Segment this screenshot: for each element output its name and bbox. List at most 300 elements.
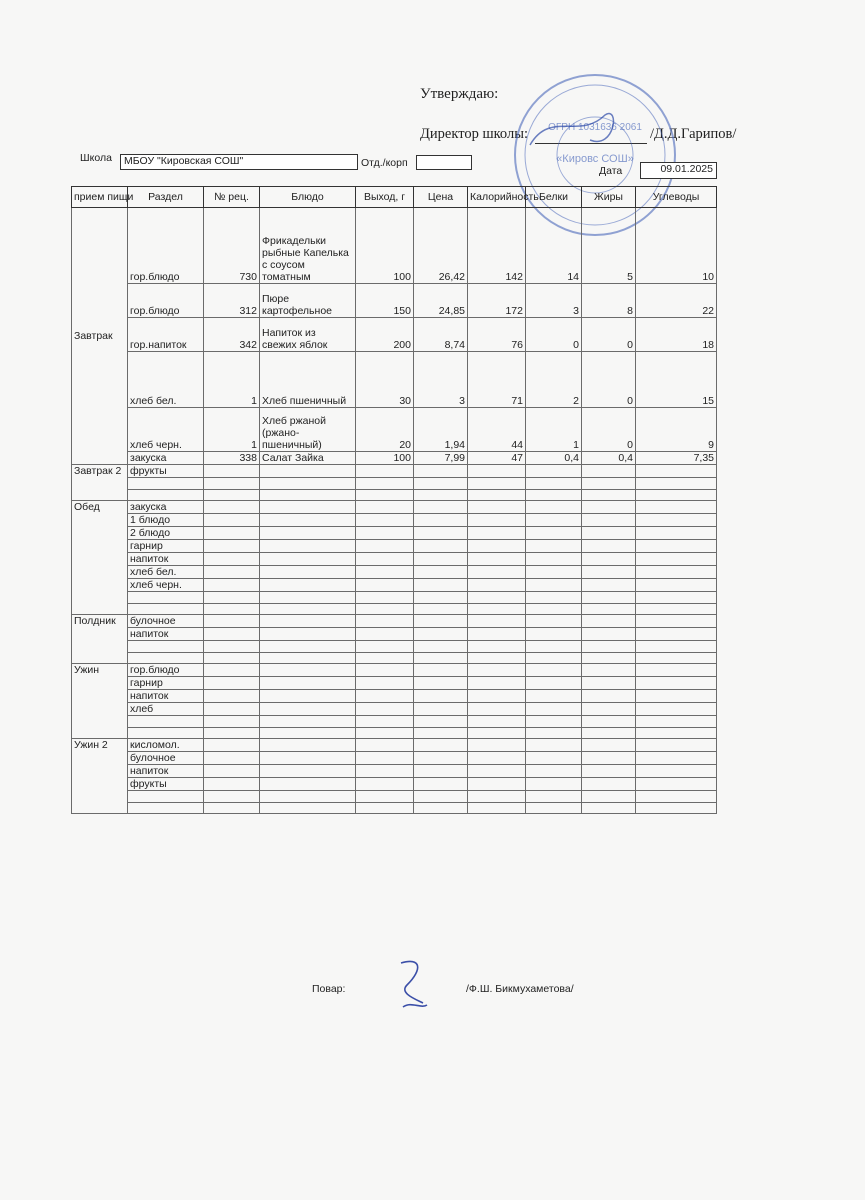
dish-cell: Салат Зайка bbox=[260, 452, 356, 465]
empty-cell bbox=[356, 652, 414, 664]
output-cell: 200 bbox=[356, 318, 414, 352]
empty-cell bbox=[582, 641, 636, 653]
empty-cell bbox=[260, 752, 356, 765]
empty-cell bbox=[526, 652, 582, 664]
empty-cell bbox=[204, 566, 260, 579]
table-row bbox=[72, 579, 717, 592]
empty-cell bbox=[526, 478, 582, 490]
empty-cell bbox=[582, 765, 636, 778]
table-row bbox=[72, 802, 717, 814]
empty-cell bbox=[526, 664, 582, 677]
section-cell bbox=[128, 603, 204, 615]
section-cell: гарнир bbox=[128, 540, 204, 553]
empty-cell bbox=[204, 677, 260, 690]
table-row bbox=[72, 615, 717, 628]
empty-cell bbox=[356, 802, 414, 814]
section-cell: закуска bbox=[128, 501, 204, 514]
empty-cell bbox=[356, 489, 414, 501]
empty-cell bbox=[414, 739, 468, 752]
empty-cell bbox=[414, 566, 468, 579]
empty-cell bbox=[582, 465, 636, 478]
empty-cell bbox=[468, 579, 526, 592]
empty-cell bbox=[526, 752, 582, 765]
empty-cell bbox=[526, 641, 582, 653]
empty-cell bbox=[526, 603, 582, 615]
empty-cell bbox=[468, 489, 526, 501]
section-cell: напиток bbox=[128, 690, 204, 703]
empty-cell bbox=[260, 677, 356, 690]
empty-cell bbox=[468, 465, 526, 478]
empty-cell bbox=[204, 501, 260, 514]
empty-cell bbox=[582, 690, 636, 703]
section-cell: напиток bbox=[128, 765, 204, 778]
section-cell: кисломол. bbox=[128, 739, 204, 752]
empty-cell bbox=[636, 553, 717, 566]
menu-table bbox=[71, 186, 717, 814]
empty-cell bbox=[468, 553, 526, 566]
date-field: 09.01.2025 bbox=[640, 162, 717, 179]
empty-cell bbox=[414, 727, 468, 739]
empty-cell bbox=[636, 615, 717, 628]
empty-cell bbox=[260, 514, 356, 527]
empty-cell bbox=[526, 615, 582, 628]
empty-cell bbox=[636, 703, 717, 716]
empty-cell bbox=[204, 791, 260, 803]
empty-cell bbox=[636, 641, 717, 653]
empty-cell bbox=[582, 791, 636, 803]
meal-cell: Полдник bbox=[72, 615, 128, 664]
empty-cell bbox=[636, 527, 717, 540]
empty-cell bbox=[204, 641, 260, 653]
empty-cell bbox=[356, 501, 414, 514]
empty-cell bbox=[204, 664, 260, 677]
empty-cell bbox=[636, 566, 717, 579]
col-output: Выход, г bbox=[356, 187, 414, 208]
dish-cell: Фрикадельки рыбные Капелька с соусом томатным bbox=[260, 208, 356, 284]
empty-cell bbox=[204, 628, 260, 641]
empty-cell bbox=[468, 703, 526, 716]
empty-cell bbox=[260, 791, 356, 803]
empty-cell bbox=[582, 553, 636, 566]
output-cell: 100 bbox=[356, 208, 414, 284]
empty-cell bbox=[582, 566, 636, 579]
empty-cell bbox=[526, 716, 582, 728]
empty-cell bbox=[468, 478, 526, 490]
empty-cell bbox=[414, 501, 468, 514]
section-cell bbox=[128, 592, 204, 604]
table-row bbox=[72, 716, 717, 728]
empty-cell bbox=[636, 465, 717, 478]
empty-cell bbox=[468, 778, 526, 791]
section-cell: хлеб бел. bbox=[128, 566, 204, 579]
section-cell bbox=[128, 791, 204, 803]
empty-cell bbox=[260, 690, 356, 703]
empty-cell bbox=[204, 727, 260, 739]
price-cell: 26,42 bbox=[414, 208, 468, 284]
empty-cell bbox=[260, 579, 356, 592]
table-row bbox=[72, 540, 717, 553]
empty-cell bbox=[526, 778, 582, 791]
approve-heading: Утверждаю: bbox=[420, 86, 499, 102]
empty-cell bbox=[414, 791, 468, 803]
protein-cell: 1 bbox=[526, 408, 582, 452]
carbs-cell: 22 bbox=[636, 284, 717, 318]
kcal-cell: 44 bbox=[468, 408, 526, 452]
empty-cell bbox=[260, 603, 356, 615]
table-row bbox=[72, 652, 717, 664]
recipe-cell: 1 bbox=[204, 352, 260, 408]
empty-cell bbox=[414, 690, 468, 703]
dish-cell: Напиток из свежих яблок bbox=[260, 318, 356, 352]
seal-center-text: «Кировс СОШ» bbox=[556, 153, 634, 165]
output-cell: 30 bbox=[356, 352, 414, 408]
empty-cell bbox=[582, 739, 636, 752]
empty-cell bbox=[204, 716, 260, 728]
fat-cell: 0,4 bbox=[582, 452, 636, 465]
empty-cell bbox=[582, 579, 636, 592]
meal-cell: Ужин 2 bbox=[72, 739, 128, 814]
table-row bbox=[72, 501, 717, 514]
section-cell bbox=[128, 802, 204, 814]
col-section: Раздел bbox=[128, 187, 204, 208]
table-row bbox=[72, 690, 717, 703]
empty-cell bbox=[468, 566, 526, 579]
output-cell: 20 bbox=[356, 408, 414, 452]
empty-cell bbox=[260, 716, 356, 728]
table-row bbox=[72, 628, 717, 641]
empty-cell bbox=[636, 514, 717, 527]
empty-cell bbox=[636, 739, 717, 752]
recipe-cell: 342 bbox=[204, 318, 260, 352]
table-row bbox=[72, 664, 717, 677]
empty-cell bbox=[356, 592, 414, 604]
empty-cell bbox=[526, 501, 582, 514]
protein-cell: 0,4 bbox=[526, 452, 582, 465]
empty-cell bbox=[414, 514, 468, 527]
recipe-cell: 730 bbox=[204, 208, 260, 284]
empty-cell bbox=[582, 716, 636, 728]
empty-cell bbox=[582, 592, 636, 604]
table-row bbox=[72, 727, 717, 739]
empty-cell bbox=[414, 615, 468, 628]
section-cell bbox=[128, 641, 204, 653]
empty-cell bbox=[582, 501, 636, 514]
empty-cell bbox=[356, 716, 414, 728]
empty-cell bbox=[414, 465, 468, 478]
table-row bbox=[72, 489, 717, 501]
section-cell: гор.блюдо bbox=[128, 664, 204, 677]
cook-signature-icon bbox=[393, 955, 433, 1011]
empty-cell bbox=[582, 628, 636, 641]
price-cell: 1,94 bbox=[414, 408, 468, 452]
empty-cell bbox=[260, 478, 356, 490]
empty-cell bbox=[468, 802, 526, 814]
empty-cell bbox=[356, 615, 414, 628]
empty-cell bbox=[204, 752, 260, 765]
table-row bbox=[72, 208, 717, 284]
director-label: Директор школы: bbox=[420, 126, 528, 142]
output-cell: 150 bbox=[356, 284, 414, 318]
empty-cell bbox=[526, 802, 582, 814]
table-row bbox=[72, 478, 717, 490]
empty-cell bbox=[260, 540, 356, 553]
empty-cell bbox=[468, 752, 526, 765]
empty-cell bbox=[414, 478, 468, 490]
table-row bbox=[72, 603, 717, 615]
empty-cell bbox=[414, 527, 468, 540]
empty-cell bbox=[636, 664, 717, 677]
empty-cell bbox=[204, 690, 260, 703]
empty-cell bbox=[204, 652, 260, 664]
empty-cell bbox=[260, 489, 356, 501]
empty-cell bbox=[260, 652, 356, 664]
empty-cell bbox=[636, 478, 717, 490]
empty-cell bbox=[204, 739, 260, 752]
empty-cell bbox=[356, 579, 414, 592]
empty-cell bbox=[468, 592, 526, 604]
col-protein: Белки bbox=[526, 187, 582, 208]
empty-cell bbox=[260, 553, 356, 566]
empty-cell bbox=[468, 527, 526, 540]
table-row bbox=[72, 566, 717, 579]
recipe-cell: 1 bbox=[204, 408, 260, 452]
section-cell: фрукты bbox=[128, 778, 204, 791]
empty-cell bbox=[414, 641, 468, 653]
empty-cell bbox=[204, 765, 260, 778]
empty-cell bbox=[526, 465, 582, 478]
output-cell: 100 bbox=[356, 452, 414, 465]
empty-cell bbox=[414, 652, 468, 664]
empty-cell bbox=[636, 540, 717, 553]
empty-cell bbox=[468, 628, 526, 641]
empty-cell bbox=[468, 641, 526, 653]
empty-cell bbox=[356, 765, 414, 778]
carbs-cell: 7,35 bbox=[636, 452, 717, 465]
empty-cell bbox=[468, 791, 526, 803]
cook-name: /Ф.Ш. Бикмухаметова/ bbox=[466, 983, 574, 995]
section-cell: 1 блюдо bbox=[128, 514, 204, 527]
empty-cell bbox=[636, 802, 717, 814]
empty-cell bbox=[526, 527, 582, 540]
section-cell: хлеб бел. bbox=[128, 352, 204, 408]
empty-cell bbox=[260, 727, 356, 739]
section-cell: гарнир bbox=[128, 677, 204, 690]
empty-cell bbox=[260, 739, 356, 752]
table-row bbox=[72, 791, 717, 803]
empty-cell bbox=[204, 592, 260, 604]
table-row bbox=[72, 778, 717, 791]
carbs-cell: 18 bbox=[636, 318, 717, 352]
empty-cell bbox=[204, 703, 260, 716]
empty-cell bbox=[204, 802, 260, 814]
empty-cell bbox=[636, 592, 717, 604]
empty-cell bbox=[636, 765, 717, 778]
empty-cell bbox=[204, 514, 260, 527]
empty-cell bbox=[582, 727, 636, 739]
fat-cell: 0 bbox=[582, 352, 636, 408]
kcal-cell: 71 bbox=[468, 352, 526, 408]
section-cell: фрукты bbox=[128, 465, 204, 478]
empty-cell bbox=[526, 690, 582, 703]
empty-cell bbox=[356, 603, 414, 615]
empty-cell bbox=[526, 566, 582, 579]
empty-cell bbox=[204, 489, 260, 501]
empty-cell bbox=[356, 553, 414, 566]
table-row bbox=[72, 527, 717, 540]
empty-cell bbox=[468, 739, 526, 752]
empty-cell bbox=[526, 765, 582, 778]
empty-cell bbox=[468, 727, 526, 739]
empty-cell bbox=[414, 489, 468, 501]
col-meal: прием пищи bbox=[72, 187, 128, 208]
empty-cell bbox=[260, 703, 356, 716]
recipe-cell: 312 bbox=[204, 284, 260, 318]
price-cell: 24,85 bbox=[414, 284, 468, 318]
table-row bbox=[72, 765, 717, 778]
school-label: Школа bbox=[80, 152, 112, 164]
table-row bbox=[72, 739, 717, 752]
empty-cell bbox=[204, 527, 260, 540]
empty-cell bbox=[582, 527, 636, 540]
empty-cell bbox=[636, 652, 717, 664]
school-field: МБОУ "Кировская СОШ" bbox=[120, 154, 358, 170]
table-row bbox=[72, 452, 717, 465]
empty-cell bbox=[468, 603, 526, 615]
empty-cell bbox=[636, 677, 717, 690]
section-cell: напиток bbox=[128, 553, 204, 566]
table-row bbox=[72, 677, 717, 690]
empty-cell bbox=[582, 478, 636, 490]
col-recipe: № рец. bbox=[204, 187, 260, 208]
section-cell: напиток bbox=[128, 628, 204, 641]
section-cell bbox=[128, 478, 204, 490]
empty-cell bbox=[636, 716, 717, 728]
section-cell: закуска bbox=[128, 452, 204, 465]
empty-cell bbox=[468, 514, 526, 527]
empty-cell bbox=[356, 641, 414, 653]
price-cell: 8,74 bbox=[414, 318, 468, 352]
empty-cell bbox=[526, 739, 582, 752]
empty-cell bbox=[582, 677, 636, 690]
empty-cell bbox=[468, 615, 526, 628]
table-row bbox=[72, 408, 717, 452]
table-row bbox=[72, 284, 717, 318]
empty-cell bbox=[582, 652, 636, 664]
empty-cell bbox=[526, 540, 582, 553]
table-row bbox=[72, 592, 717, 604]
carbs-cell: 15 bbox=[636, 352, 717, 408]
empty-cell bbox=[260, 501, 356, 514]
empty-cell bbox=[356, 527, 414, 540]
section-cell: хлеб черн. bbox=[128, 408, 204, 452]
empty-cell bbox=[260, 765, 356, 778]
section-cell: гор.блюдо bbox=[128, 208, 204, 284]
empty-cell bbox=[414, 677, 468, 690]
other-meals-body bbox=[72, 465, 717, 814]
empty-cell bbox=[356, 703, 414, 716]
empty-cell bbox=[356, 540, 414, 553]
empty-cell bbox=[204, 553, 260, 566]
empty-cell bbox=[526, 579, 582, 592]
dept-field bbox=[416, 155, 472, 170]
empty-cell bbox=[636, 791, 717, 803]
kcal-cell: 47 bbox=[468, 452, 526, 465]
col-fat: Жиры bbox=[582, 187, 636, 208]
fat-cell: 5 bbox=[582, 208, 636, 284]
empty-cell bbox=[260, 566, 356, 579]
kcal-cell: 172 bbox=[468, 284, 526, 318]
table-row bbox=[72, 641, 717, 653]
empty-cell bbox=[356, 690, 414, 703]
seal-inn-text: ОГРН 1031636 2061 bbox=[548, 122, 642, 133]
empty-cell bbox=[204, 603, 260, 615]
col-kcal: Калорийность bbox=[468, 187, 526, 208]
carbs-cell: 10 bbox=[636, 208, 717, 284]
dept-label: Отд./корп bbox=[361, 157, 408, 169]
empty-cell bbox=[636, 690, 717, 703]
section-cell: 2 блюдо bbox=[128, 527, 204, 540]
empty-cell bbox=[582, 752, 636, 765]
empty-cell bbox=[414, 778, 468, 791]
empty-cell bbox=[356, 465, 414, 478]
empty-cell bbox=[582, 603, 636, 615]
empty-cell bbox=[414, 664, 468, 677]
empty-cell bbox=[356, 478, 414, 490]
empty-cell bbox=[260, 641, 356, 653]
table-row bbox=[72, 752, 717, 765]
empty-cell bbox=[356, 727, 414, 739]
empty-cell bbox=[526, 553, 582, 566]
empty-cell bbox=[636, 579, 717, 592]
empty-cell bbox=[356, 664, 414, 677]
section-cell: булочное bbox=[128, 615, 204, 628]
empty-cell bbox=[204, 478, 260, 490]
empty-cell bbox=[582, 489, 636, 501]
fat-cell: 0 bbox=[582, 408, 636, 452]
empty-cell bbox=[636, 727, 717, 739]
empty-cell bbox=[582, 540, 636, 553]
empty-cell bbox=[636, 489, 717, 501]
table-row bbox=[72, 318, 717, 352]
section-cell: хлеб черн. bbox=[128, 579, 204, 592]
table-header-row bbox=[72, 187, 717, 208]
empty-cell bbox=[468, 540, 526, 553]
empty-cell bbox=[414, 579, 468, 592]
empty-cell bbox=[414, 592, 468, 604]
cook-label: Повар: bbox=[312, 983, 346, 995]
section-cell: гор.напиток bbox=[128, 318, 204, 352]
empty-cell bbox=[636, 778, 717, 791]
empty-cell bbox=[204, 465, 260, 478]
fat-cell: 8 bbox=[582, 284, 636, 318]
empty-cell bbox=[204, 615, 260, 628]
carbs-cell: 9 bbox=[636, 408, 717, 452]
fat-cell: 0 bbox=[582, 318, 636, 352]
price-cell: 3 bbox=[414, 352, 468, 408]
empty-cell bbox=[204, 540, 260, 553]
empty-cell bbox=[260, 628, 356, 641]
date-label: Дата bbox=[599, 165, 623, 177]
recipe-cell: 338 bbox=[204, 452, 260, 465]
empty-cell bbox=[582, 703, 636, 716]
section-cell: хлеб bbox=[128, 703, 204, 716]
empty-cell bbox=[468, 664, 526, 677]
empty-cell bbox=[356, 791, 414, 803]
empty-cell bbox=[414, 628, 468, 641]
dish-cell: Хлеб ржаной (ржано-пшеничный) bbox=[260, 408, 356, 452]
empty-cell bbox=[636, 603, 717, 615]
empty-cell bbox=[356, 566, 414, 579]
